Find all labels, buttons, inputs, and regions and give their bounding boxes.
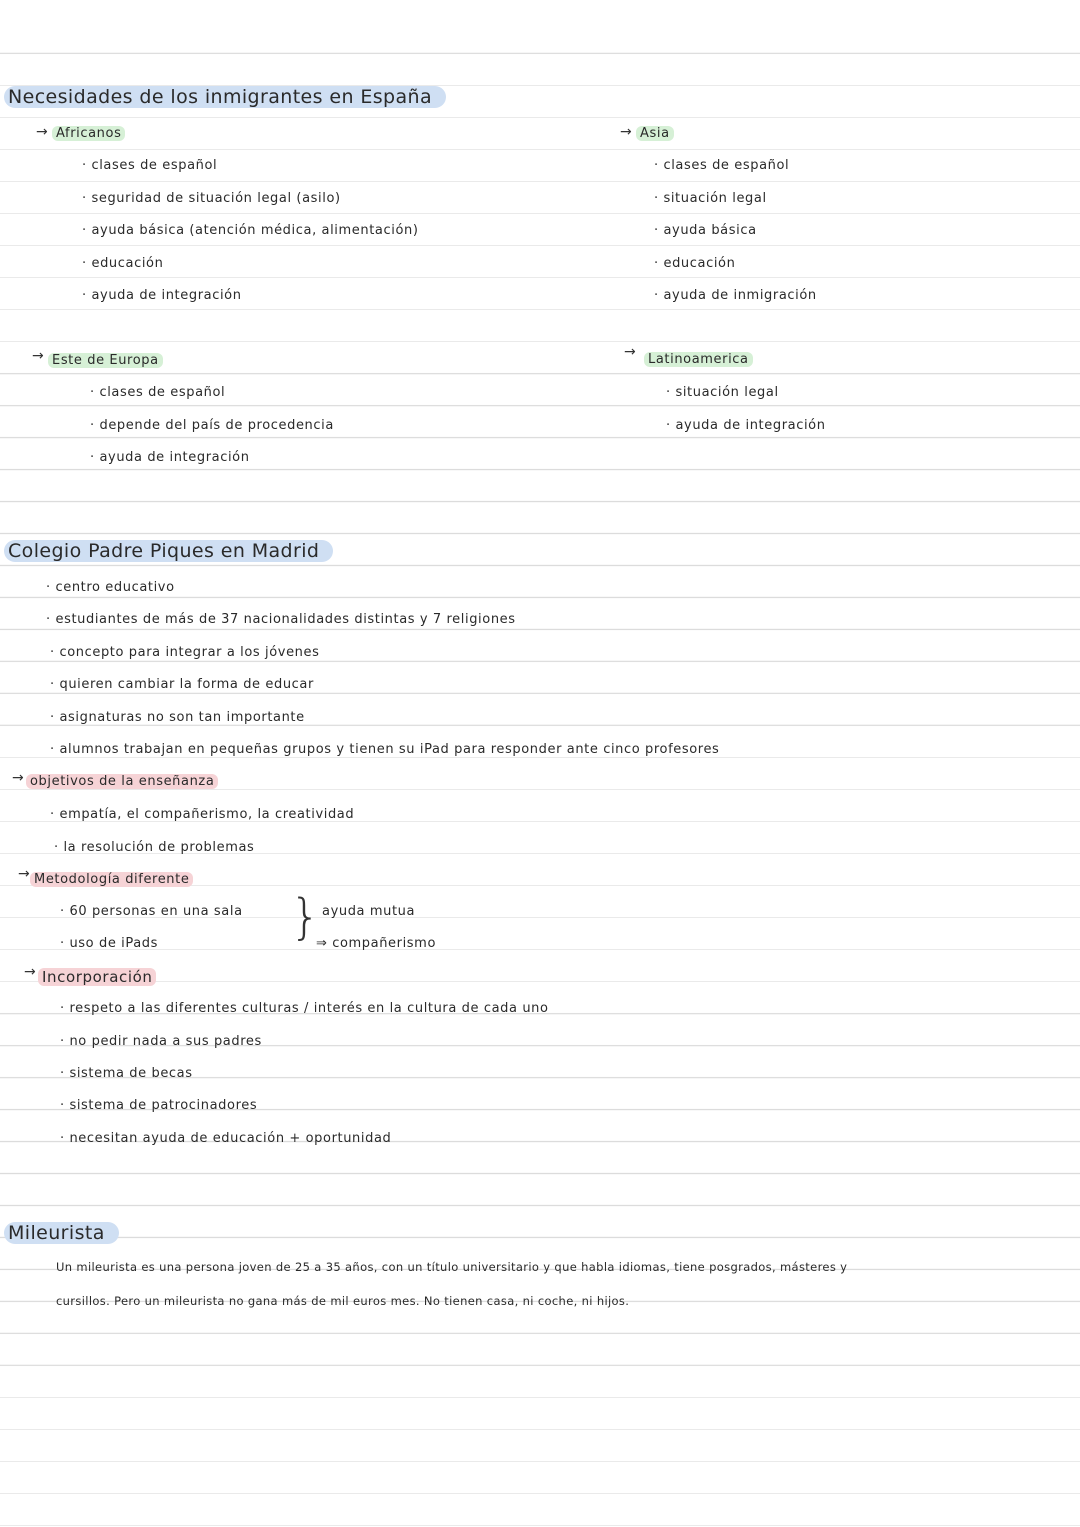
list-item: · ayuda básica (atención médica, alimentación) (82, 223, 419, 238)
list-item: · centro educativo (46, 580, 175, 595)
list-item: · uso de iPads (60, 936, 159, 951)
list-item: · empatía, el compañerismo, la creatividad (50, 807, 355, 822)
list-item: · sistema de patrocinadores (60, 1098, 258, 1113)
list-item: · respeto a las diferentes culturas / interés en la cultura de cada uno (60, 1001, 549, 1016)
label-metodologia: Metodología diferente (30, 872, 193, 887)
list-item: · educación (82, 256, 164, 271)
arrow-icon: → (36, 124, 48, 140)
metodologia-result: ayuda mutua (322, 904, 416, 919)
list-item: · ayuda de integración (82, 288, 242, 303)
list-item: · estudiantes de más de 37 nacionalidades distintas y 7 religiones (46, 612, 516, 627)
group-label-africanos: Africanos (52, 126, 125, 141)
section-title-mileurista: Mileurista (4, 1222, 119, 1244)
arrow-icon: → (24, 964, 36, 980)
list-item: · depende del país de procedencia (90, 418, 334, 433)
section-title-colegio: Colegio Padre Piques en Madrid (4, 540, 333, 562)
brace-icon: } (290, 889, 321, 945)
list-item: · situación legal (666, 385, 779, 400)
metodologia-result: ⇒ compañerismo (316, 936, 436, 951)
paragraph-line: Un mileurista es una persona joven de 25 a 35 años, con un título universitario y que habla idiomas, tiene posgrados, másteres y (56, 1260, 848, 1274)
arrow-icon: → (624, 344, 636, 360)
group-label-latinoamerica: Latinoamerica (644, 352, 753, 367)
arrow-icon: → (12, 770, 24, 786)
list-item: · situación legal (654, 191, 767, 206)
section-title-inmigrantes: Necesidades de los inmigrantes en España (4, 86, 446, 108)
list-item: · quieren cambiar la forma de educar (50, 677, 314, 692)
arrow-icon: → (18, 866, 30, 882)
list-item: · clases de español (90, 385, 226, 400)
list-item: · la resolución de problemas (54, 840, 255, 855)
label-incorporacion: Incorporación (38, 968, 156, 986)
list-item: · asignaturas no son tan importante (50, 710, 305, 725)
list-item: · ayuda básica (654, 223, 757, 238)
list-item: · ayuda de integración (90, 450, 250, 465)
list-item: · educación (654, 256, 736, 271)
list-item: · seguridad de situación legal (asilo) (82, 191, 341, 206)
list-item: · clases de español (654, 158, 790, 173)
list-item: · ayuda de inmigración (654, 288, 817, 303)
list-item: · ayuda de integración (666, 418, 826, 433)
list-item: · no pedir nada a sus padres (60, 1034, 262, 1049)
list-item: · concepto para integrar a los jóvenes (50, 645, 320, 660)
arrow-icon: → (32, 348, 44, 364)
arrow-icon: → (620, 124, 632, 140)
group-label-asia: Asia (636, 126, 674, 141)
paragraph-line: cursillos. Pero un mileurista no gana más de mil euros mes. No tienen casa, ni coche, ni hijos. (56, 1294, 630, 1308)
list-item: · necesitan ayuda de educación + oportunidad (60, 1131, 392, 1146)
list-item: · 60 personas en una sala (60, 904, 243, 919)
label-objetivos: objetivos de la enseñanza (26, 774, 218, 789)
list-item: · clases de español (82, 158, 218, 173)
group-label-este-europa: Este de Europa (48, 353, 163, 368)
list-item: · alumnos trabajan en pequeñas grupos y tienen su iPad para responder ante cinco profesores (50, 742, 720, 757)
list-item: · sistema de becas (60, 1066, 193, 1081)
